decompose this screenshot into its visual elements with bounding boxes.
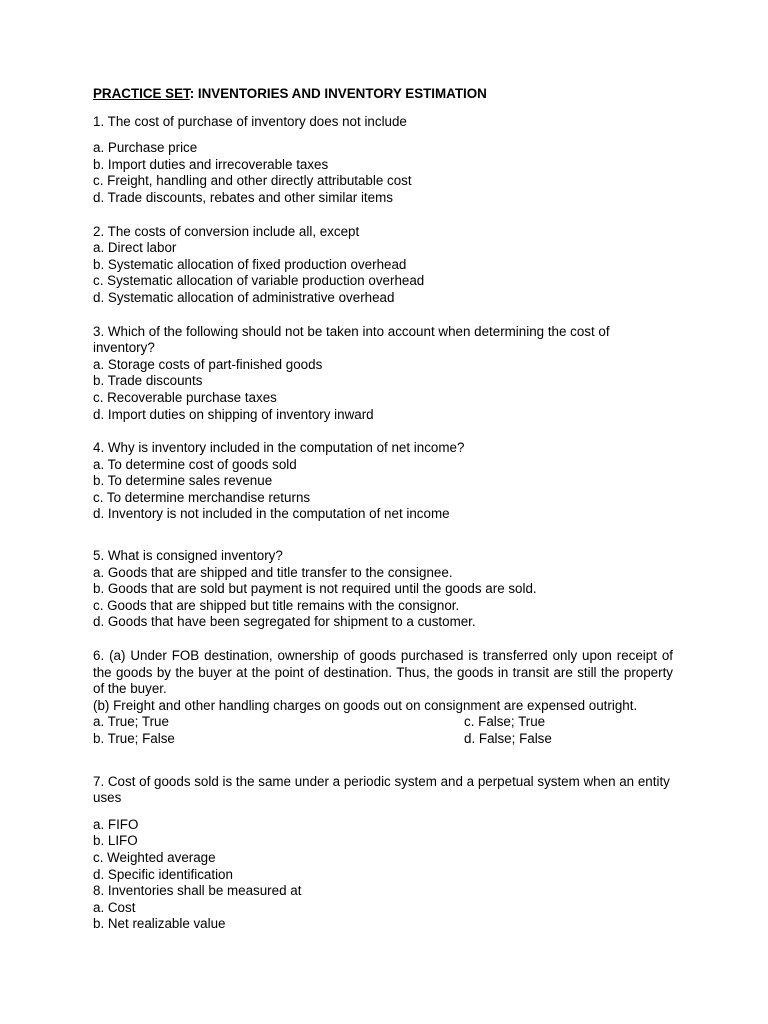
q7-option-c: c. Weighted average [93, 849, 216, 865]
q8-question: 8. Inventories shall be measured at [93, 883, 302, 899]
q6-option-b: b. True; False [93, 731, 175, 746]
q3-question: 3. Which of the following should not be taken into account when determining the cost of inventory? [93, 323, 610, 356]
q7-question: 7. Cost of goods sold is the same under a periodic system and a perpetual system when an entity uses [93, 773, 670, 806]
q6-option-a: a. True; True [93, 714, 169, 730]
q3-option-b: b. Trade discounts [93, 373, 203, 389]
q4-option-a: a. To determine cost of goods sold [93, 456, 297, 472]
q1-option-d: d. Trade discounts, rebates and other similar items [93, 189, 393, 205]
q7-option-a: a. FIFO [93, 816, 139, 832]
q5-option-c: c. Goods that are shipped but title remains with the consignor. [93, 597, 460, 613]
document-page [93, 86, 673, 933]
q4-option-b: b. To determine sales revenue [93, 473, 273, 489]
q1-option-a: a. Purchase price [93, 140, 198, 156]
q6-statement-b: (b) Freight and other handling charges on goods out on consignment are expensed outright. [93, 697, 638, 713]
q7-option-b: b. LIFO [93, 833, 138, 849]
q4-question: 4. Why is inventory included in the computation of net income? [93, 440, 465, 456]
q5-option-b: b. Goods that are sold but payment is not required until the goods are sold. [93, 581, 537, 597]
q2-option-a: a. Direct labor [93, 240, 177, 256]
q1-option-b: b. Import duties and irrecoverable taxes [93, 156, 329, 172]
q5-option-d: d. Goods that have been segregated for shipment to a customer. [93, 614, 476, 630]
q2-option-d: d. Systematic allocation of administrative overhead [93, 289, 395, 305]
q8-option-b: b. Net realizable value [93, 916, 226, 932]
q2-option-c: c. Systematic allocation of variable production overhead [93, 273, 425, 289]
q3-option-c: c. Recoverable purchase taxes [93, 389, 277, 405]
q6-option-d: d. False; False [464, 731, 552, 746]
page-title [93, 86, 673, 103]
q6-options-row-1 [93, 714, 673, 731]
q5-option-a: a. Goods that are shipped and title transfer to the consignee. [93, 564, 453, 580]
q2-question: 2. The costs of conversion include all, except [93, 223, 360, 239]
q4-option-d: d. Inventory is not included in the computation of net income [93, 506, 450, 522]
q3-option-d: d. Import duties on shipping of inventory inward [93, 406, 374, 422]
title-rest: : INVENTORIES AND INVENTORY ESTIMATION [189, 86, 487, 101]
q6-statement-a: 6. (a) Under FOB destination, ownership of goods purchased is transferred only upon receipt of the goods by the buyer at the point of destination. Thus, the goods in transit are still the property of the buyer. [93, 648, 673, 697]
q1-question: 1. The cost of purchase of inventory does not include [93, 113, 407, 129]
q4-option-c: c. To determine merchandise returns [93, 489, 311, 505]
title-underlined: PRACTICE SET [93, 86, 190, 101]
q6-option-c: c. False; True [464, 714, 546, 730]
q6-options-row-2 [93, 731, 673, 748]
q7-option-d: d. Specific identification [93, 866, 233, 882]
q1-option-c: c. Freight, handling and other directly attributable cost [93, 173, 412, 189]
q8-option-a: a. Cost [93, 899, 136, 915]
q5-question: 5. What is consigned inventory? [93, 548, 283, 564]
q2-option-b: b. Systematic allocation of fixed production overhead [93, 256, 407, 272]
q3-option-a: a. Storage costs of part-finished goods [93, 356, 323, 372]
